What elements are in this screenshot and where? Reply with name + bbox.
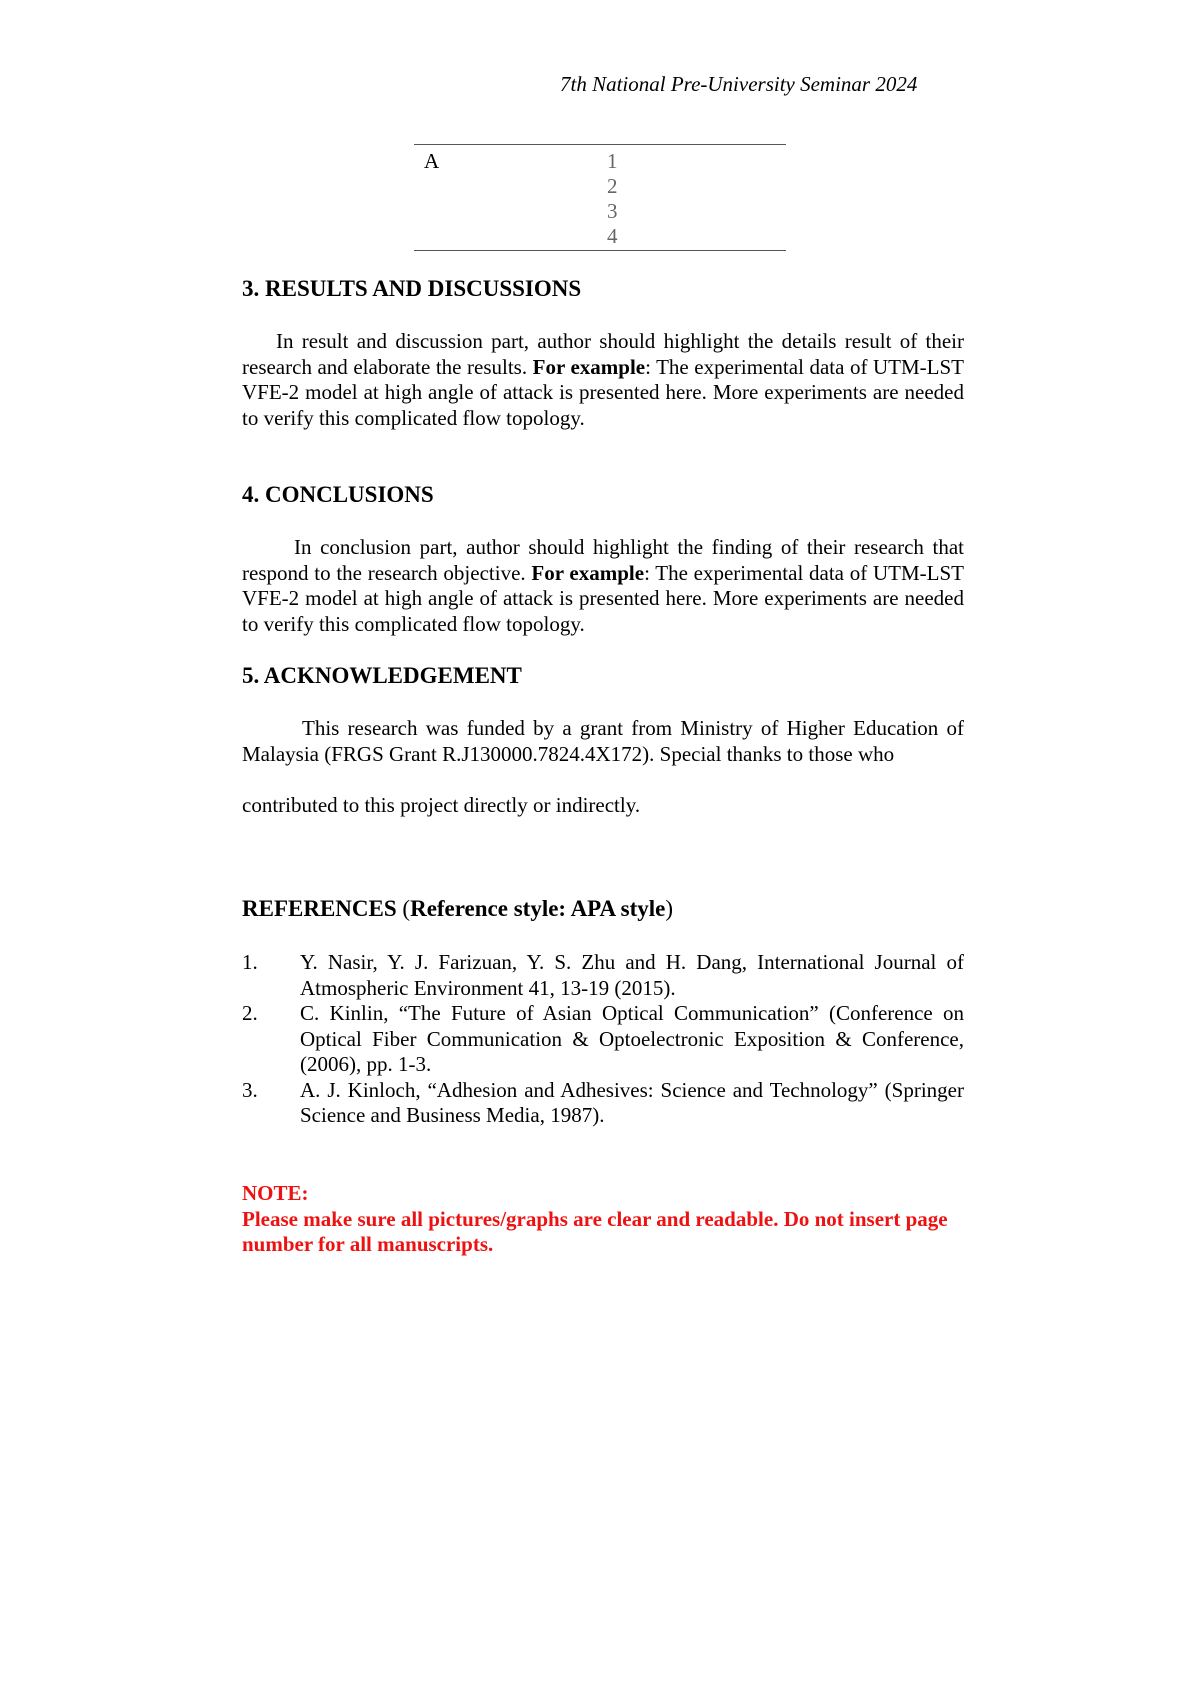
reference-list [242,950,964,1129]
acknowledgement-heading: 5. ACKNOWLEDGEMENT [242,663,522,688]
data-table [414,144,786,251]
references-style: Reference style: APA style [410,896,666,921]
conclusions-text-end: : The experimental data of UTM-LST VFE-2 model at high angle of attack is presented here. More experiments are needed to verify this complicated flow topology. [242,560,964,636]
table-cell-values [607,149,616,249]
results-paragraph [242,329,964,431]
conclusions-example-label: For example [531,560,645,585]
note-label: NOTE: [242,1181,309,1205]
running-header: 7th National Pre-University Seminar 2024 [560,72,918,96]
note-text: Please make sure all pictures/graphs are clear and readable. Do not insert page number for all manuscripts. [242,1206,948,1256]
table-value: 4 [607,224,618,248]
acknowledgement-paragraph-end: contributed to this project directly or indirectly. [242,793,641,817]
reference-text: A. J. Kinloch, “Adhesion and Adhesives: Science and Technology” (Springer Science and Business Media, 1987). [300,1077,964,1127]
conclusions-paragraph [242,535,964,637]
reference-item [242,1001,964,1078]
reference-item [242,1078,964,1129]
reference-number: 3. [242,1077,258,1102]
note-block [242,1181,964,1258]
reference-item [242,950,964,1001]
references-heading [242,896,673,922]
reference-text: Y. Nasir, Y. J. Farizuan, Y. S. Zhu and H. Dang, International Journal of Atmospheric Environment 41, 13-19 (2015). [300,950,964,1000]
results-text: In result and discussion part, author should highlight the details result of their research and elaborate the results. [242,329,964,379]
conclusions-text: In conclusion part, author should highlight the finding of their research that respond to the research objective. [242,535,964,585]
results-example-label: For example [532,354,646,379]
acknowledgement-paragraph: This research was funded by a grant from Ministry of Higher Education of Malaysia (FRGS Grant R.J130000.7824.4X172). Special thanks to those who [242,716,964,766]
table-value: 1 [607,149,618,173]
reference-number: 2. [242,1001,258,1025]
results-text-end: : The experimental data of UTM-LST VFE-2 model at high angle of attack is presented here. More experiments are needed to verify this complicated flow topology. [242,354,964,430]
table-cell-label: A [424,149,440,173]
conclusions-heading: 4. CONCLUSIONS [242,482,434,507]
reference-text: C. Kinlin, “The Future of Asian Optical Communication” (Conference on Optical Fiber Communication & Optoelectronic Exposition & Conference, (2006), pp. 1-3. [300,1001,964,1076]
table-value: 2 [607,174,618,198]
results-heading: 3. RESULTS AND DISCUSSIONS [242,276,582,301]
references-title: REFERENCES [242,896,397,921]
table-value: 3 [607,199,618,223]
references-paren-close: ) [665,896,673,921]
reference-number: 1. [242,950,258,974]
references-paren-open: ( [396,896,411,921]
